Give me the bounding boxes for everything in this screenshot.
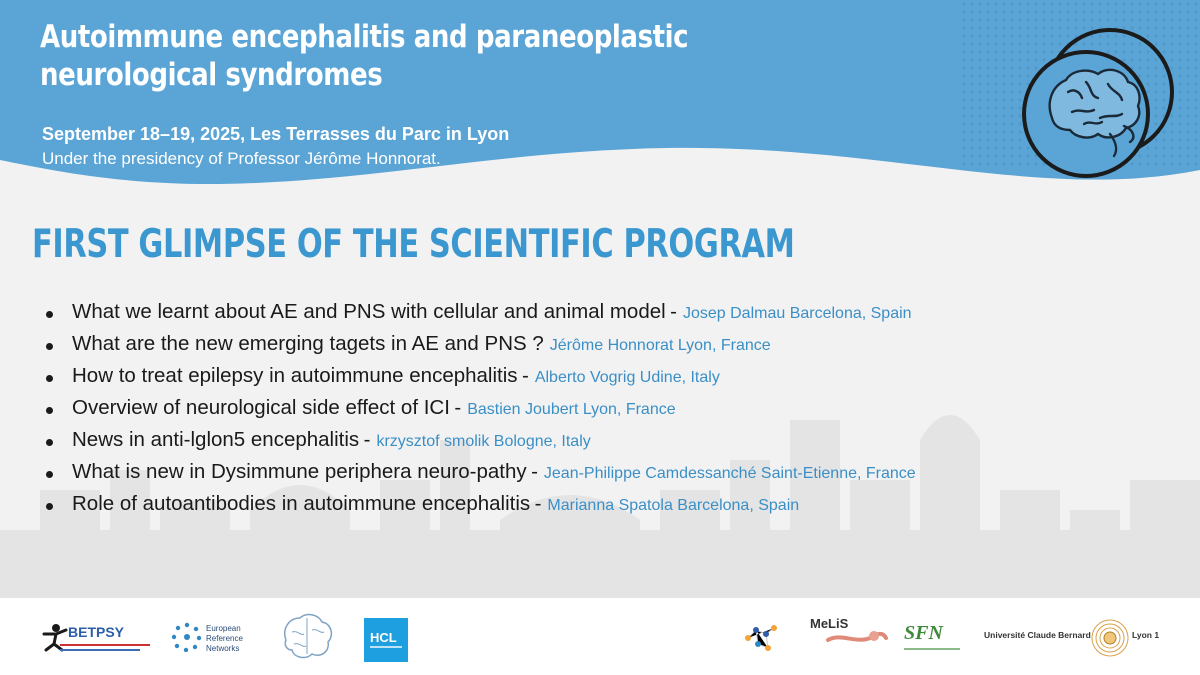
ern-dots-icon	[172, 622, 202, 652]
molecule-icon	[742, 622, 780, 654]
program-list	[46, 300, 916, 524]
talk-title: What are the new emerging tagets in AE and PNS ?	[72, 332, 544, 355]
speaker-name: Jérôme Honnorat Lyon, France	[549, 337, 771, 354]
betpsy-logo	[40, 616, 150, 662]
reference-center-brain-logo	[278, 610, 336, 662]
bullet-icon	[46, 407, 53, 414]
talk-title: How to treat epilepsy in autoimmune encephalitis	[72, 364, 518, 387]
ucbl-logo-text: Université Claude Bernard	[984, 630, 1091, 640]
brain-icon	[1012, 22, 1180, 184]
talk-title: What we learnt about AE and PNS with cellular and animal model	[72, 300, 666, 323]
speaker-name: Josep Dalmau Barcelona, Spain	[682, 305, 912, 322]
bullet-icon	[46, 439, 53, 446]
section-title: FIRST GLIMPSE OF THE SCIENTIFIC PROGRAM	[32, 222, 795, 267]
footer-logos	[0, 598, 1200, 675]
hcl-logo-text: HCL	[370, 630, 397, 645]
network-molecule-logo	[742, 622, 780, 654]
talk-title: Role of autoantibodies in autoimmune encephalitis	[72, 492, 531, 515]
speaker-name: Marianna Spatola Barcelona, Spain	[547, 497, 800, 514]
speaker-name: Bastien Joubert Lyon, France	[467, 401, 676, 418]
talk-title: What is new in Dysimmune periphera neuro-pathy	[72, 460, 527, 483]
sfn-logo-text: SFN	[904, 622, 943, 644]
sfn-logo	[902, 620, 964, 656]
talk-title: News in anti-lglon5 encephalitis	[72, 428, 360, 451]
ucbl-logo	[984, 616, 1184, 660]
ucbl-logo-suffix: Lyon 1	[1132, 630, 1160, 640]
talk-separator: -	[363, 428, 371, 451]
bullet-icon	[46, 503, 53, 510]
speaker-name: krzysztof smolik Bologne, Italy	[376, 433, 591, 450]
speaker-name: Alberto Vogrig Udine, Italy	[534, 369, 720, 386]
bullet-icon	[46, 343, 53, 350]
program-item	[46, 396, 916, 428]
program-item	[46, 428, 916, 460]
ern-logo	[172, 620, 262, 660]
betpsy-figure-icon	[40, 622, 70, 652]
ern-logo-text: European Reference Networks	[206, 624, 243, 653]
talk-title: Overview of neurological side effect of ICI	[72, 396, 450, 419]
neuron-icon	[808, 614, 888, 660]
talk-separator: -	[534, 492, 542, 515]
program-item	[46, 300, 916, 332]
hcl-logo	[364, 618, 408, 662]
betpsy-logo-text: BETPSY	[68, 624, 125, 640]
bullet-icon	[46, 471, 53, 478]
event-presidency: Under the presidency of Professor Jérôme Honnorat.	[42, 149, 441, 168]
melis-logo-text: MeLiS	[810, 616, 849, 631]
melis-logo	[808, 614, 888, 660]
talk-separator: -	[454, 396, 462, 419]
program-item	[46, 332, 916, 364]
bullet-icon	[46, 311, 53, 318]
program-item	[46, 364, 916, 396]
brain-outline-icon	[278, 610, 336, 662]
talk-separator: -	[522, 364, 529, 387]
program-item	[46, 460, 916, 492]
program-item	[46, 492, 916, 524]
bullet-icon	[46, 375, 53, 382]
event-date-venue: September 18–19, 2025, Les Terrasses du Parc in Lyon	[42, 124, 510, 144]
talk-separator: -	[531, 460, 538, 483]
event-title: Autoimmune encephalitis and paraneoplastic neurological syndromes	[40, 19, 689, 93]
talk-separator: -	[670, 300, 677, 323]
speaker-name: Jean-Philippe Camdessanché Saint-Etienne, France	[543, 465, 916, 482]
ucbl-emblem-icon	[1090, 618, 1130, 658]
